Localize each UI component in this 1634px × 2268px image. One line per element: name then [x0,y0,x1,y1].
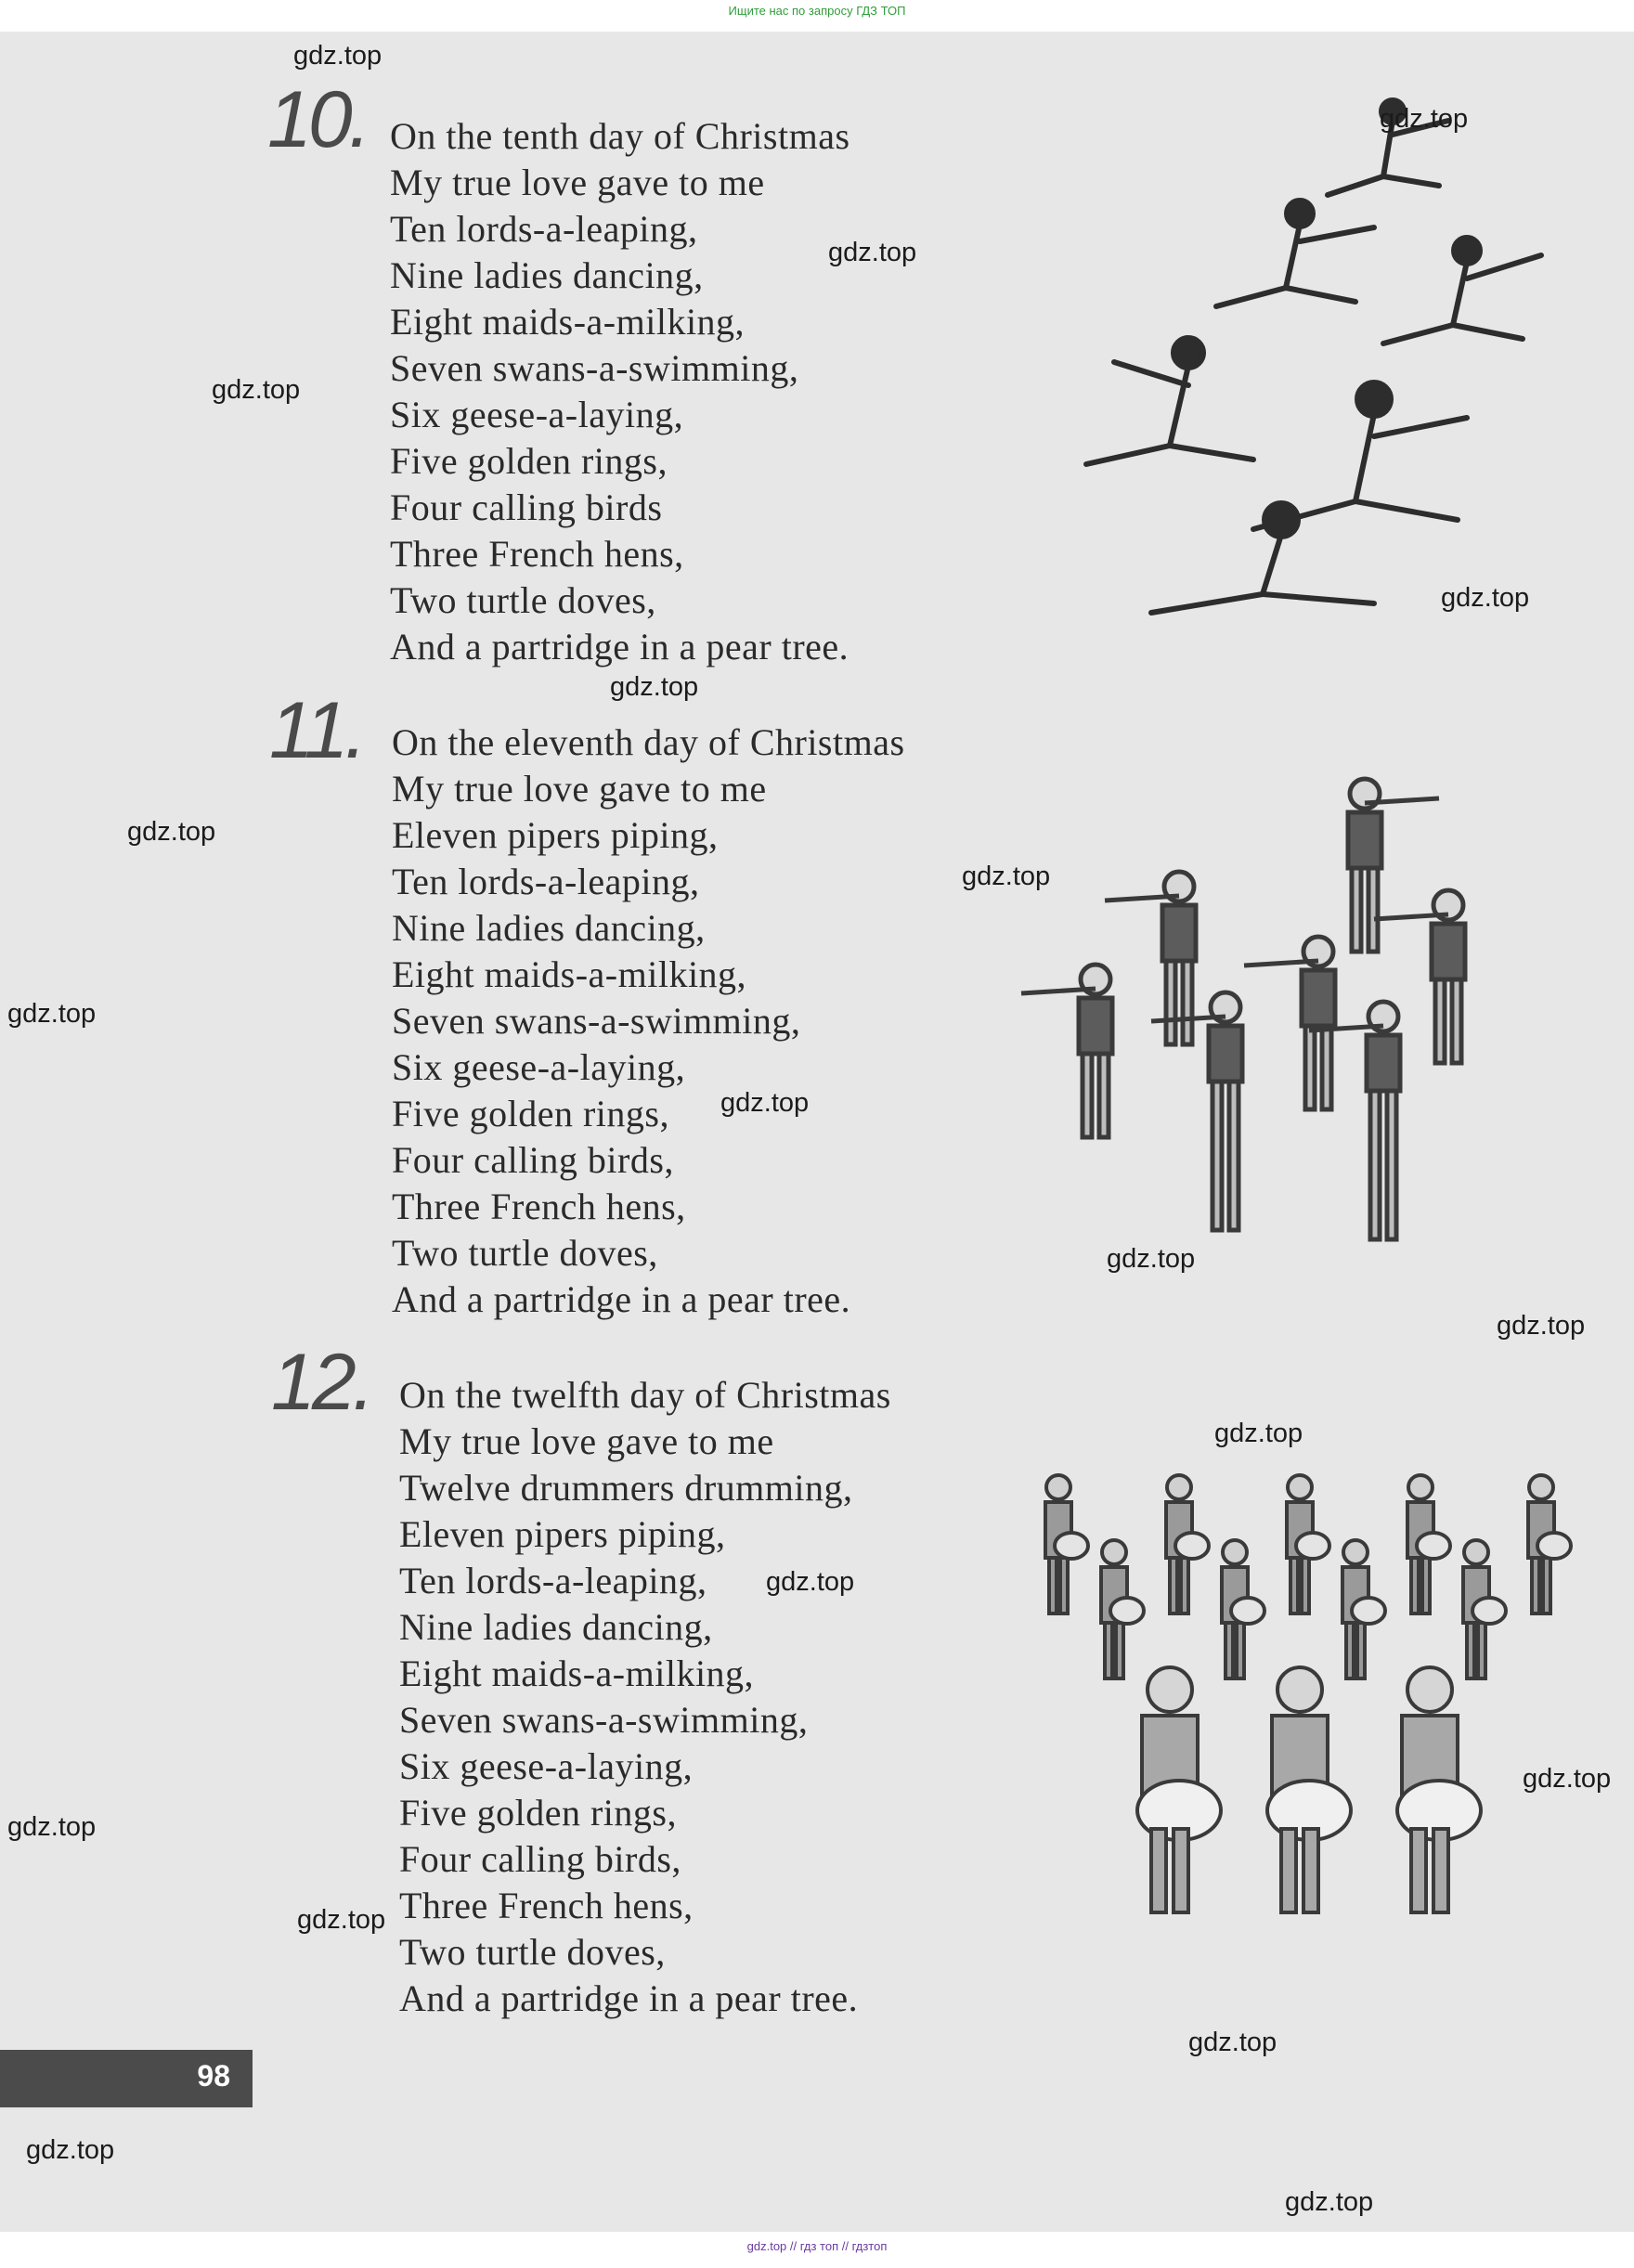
lords-a-leaping-illustration [1003,93,1597,631]
verse-line: On the tenth day of Christmas [390,115,850,157]
verse-line: My true love gave to me [399,1420,774,1462]
verse-line: Nine ladies dancing, [392,907,706,949]
verse-line: Five golden rings, [392,1093,669,1134]
watermark: gdz.top [26,2135,115,2165]
watermark: gdz.top [766,1567,855,1597]
watermark: gdz.top [7,1812,97,1842]
verse-line: Three French hens, [390,533,684,575]
page-number: 98 [197,2059,230,2093]
verse-line: Six geese-a-laying, [392,1046,686,1088]
verse-line: Eight maids-a-milking, [399,1652,755,1694]
watermark: gdz.top [293,41,383,71]
verse-line: Eleven pipers piping, [392,814,719,856]
top-banner-link[interactable]: Ищите нас по запросу ГДЗ ТОП [728,4,906,18]
page-number-tab [0,2050,253,2107]
verse-line: Two turtle doves, [399,1931,666,1973]
verse-line: Three French hens, [399,1885,694,1926]
verse-line: Twelve drummers drumming, [399,1467,853,1509]
watermark: gdz.top [1214,1419,1303,1448]
watermark: gdz.top [127,817,216,847]
verse-line: On the twelfth day of Christmas [399,1374,891,1416]
watermark: gdz.top [1188,2028,1277,2057]
watermark: gdz.top [7,999,97,1029]
verse-number: 12. [271,1338,371,1427]
verse-line: And a partridge in a pear tree. [399,1977,859,2019]
verse-number: 11. [269,686,364,775]
verse-line: Ten lords-a-leaping, [390,208,698,250]
watermark: gdz.top [1497,1311,1586,1341]
verse-line: Five golden rings, [390,440,668,482]
verse-line: And a partridge in a pear tree. [392,1278,851,1320]
watermark: gdz.top [610,672,699,702]
watermark: gdz.top [212,375,301,405]
watermark: gdz.top [962,862,1051,891]
verse-line: Four calling birds, [399,1838,681,1880]
watermark: gdz.top [1380,104,1469,134]
verse-line: Four calling birds [390,486,663,528]
watermark: gdz.top [720,1088,810,1118]
verse-line: Six geese-a-laying, [399,1745,694,1787]
verse-line: Two turtle doves, [390,579,656,621]
verse-line: Eleven pipers piping, [399,1513,726,1555]
watermark: gdz.top [297,1905,386,1935]
verse-line: Two turtle doves, [392,1232,658,1274]
verse-number: 10. [267,75,368,164]
verse-line: Eight maids-a-milking, [392,953,747,995]
verse-line: Six geese-a-laying, [390,394,684,435]
verse-line: Seven swans-a-swimming, [392,1000,801,1042]
bottom-banner-link[interactable]: gdz.top // гдз топ // гдзтоп [746,2239,888,2253]
verse-line: And a partridge in a pear tree. [390,626,849,667]
watermark: gdz.top [828,238,917,267]
watermark: gdz.top [1107,1244,1196,1274]
verse-line: Ten lords-a-leaping, [392,861,700,902]
verse-line: My true love gave to me [390,162,765,203]
verse-line: Ten lords-a-leaping, [399,1560,707,1601]
watermark: gdz.top [1523,1764,1612,1794]
watermark: gdz.top [1285,2187,1374,2217]
verse-line: Nine ladies dancing, [399,1606,713,1648]
verse-line: My true love gave to me [392,768,767,810]
verse-line: Eight maids-a-milking, [390,301,746,343]
verse-line: Nine ladies dancing, [390,254,704,296]
verse-line: Seven swans-a-swimming, [399,1699,809,1741]
verse-line: Seven swans-a-swimming, [390,347,799,389]
verse-line: On the eleventh day of Christmas [392,721,905,763]
watermark: gdz.top [1441,583,1530,613]
verse-line: Three French hens, [392,1186,686,1227]
drummers-drumming-illustration [1031,1458,1615,1922]
pipers-piping-illustration [1012,761,1588,1253]
verse-line: Four calling birds, [392,1139,674,1181]
verse-line: Five golden rings, [399,1792,677,1834]
